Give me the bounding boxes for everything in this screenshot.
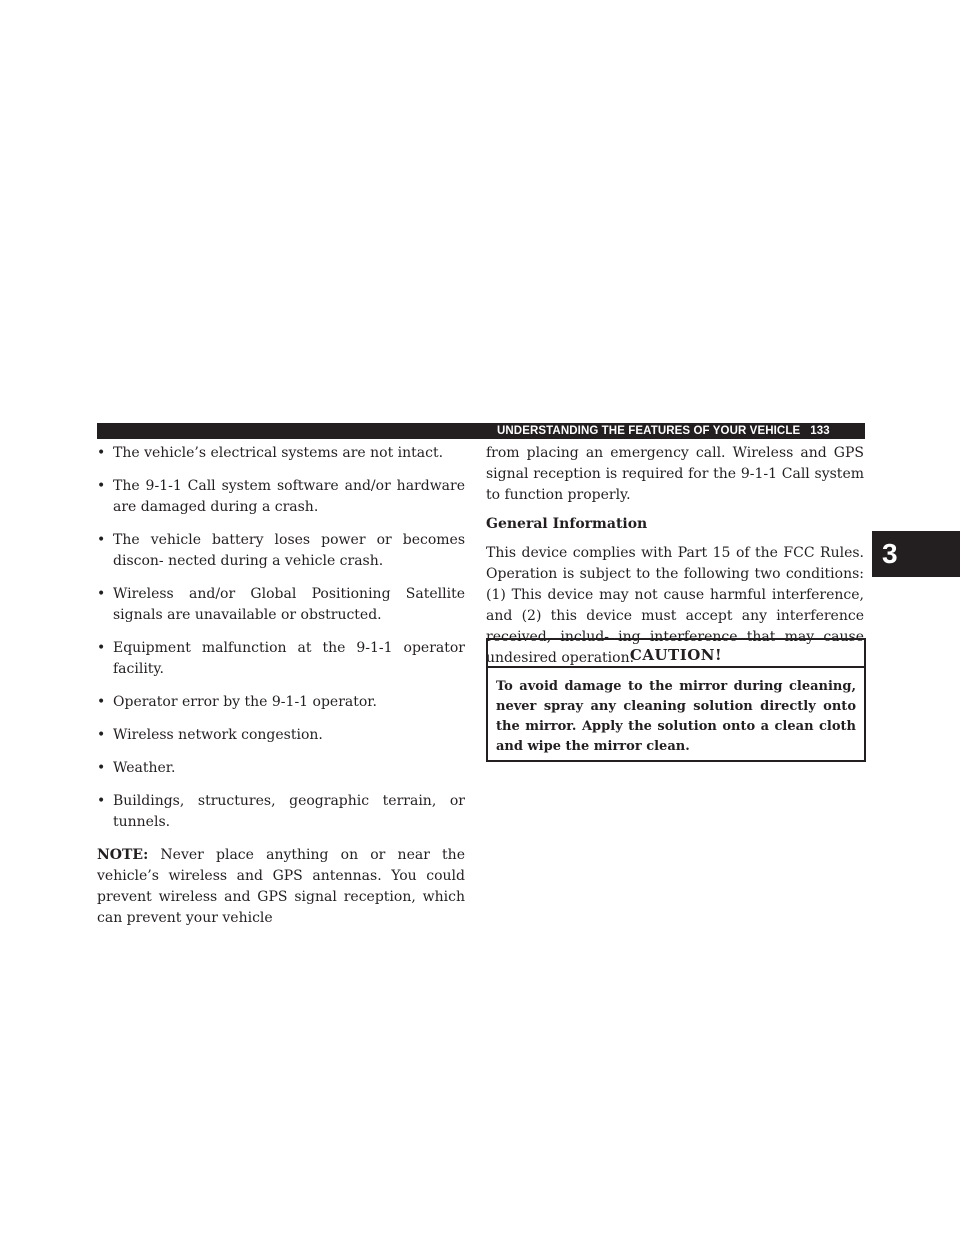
bullet-item: [97, 791, 465, 833]
bullet-text: Wireless network congestion.: [113, 727, 323, 743]
right-column: [486, 443, 864, 669]
continuation-paragraph: from placing an emergency call. Wireless and GPS signal reception is required for the 9-1-1 Call system to function properly.: [486, 445, 864, 503]
bullet-icon: •: [97, 727, 106, 743]
running-header: [497, 423, 865, 439]
section-heading: General Information: [486, 516, 648, 532]
bullet-item: [97, 758, 465, 779]
caution-title: CAUTION!: [488, 640, 864, 668]
note-text: Never place anything on or near the vehicle’s wireless and GPS antennas. You could prevent wireless and GPS signal reception, which can prevent your vehicle: [97, 847, 465, 926]
bullet-item: [97, 638, 465, 680]
bullet-text: Equipment malfunction at the 9-1-1 operator facility.: [113, 640, 465, 677]
bullet-text: The vehicle’s electrical systems are not intact.: [113, 445, 444, 461]
section-title: UNDERSTANDING THE FEATURES OF YOUR VEHICLE: [497, 425, 801, 437]
bullet-text: Buildings, structures, geographic terrain, or tunnels.: [113, 793, 465, 830]
bullet-icon: •: [97, 760, 106, 776]
bullet-item: [97, 725, 465, 746]
caution-box: [486, 638, 866, 762]
note-paragraph: [97, 845, 465, 929]
bullet-icon: •: [97, 586, 106, 602]
bullet-item: [97, 584, 465, 626]
bullet-item: [97, 692, 465, 713]
fcc-paragraph: This device complies with Part 15 of the FCC Rules. Operation is subject to the following two conditions: (1) This device may not cause harmful interference, and (2) this device must accept any interference received, includ- ing interference that may cause undesired operation.: [486, 545, 864, 666]
bullet-icon: •: [97, 694, 106, 710]
caution-text: To avoid damage to the mirror during cleaning, never spray any cleaning solution directly onto the mirror. Apply the solution onto a clean cloth and wipe the mirror clean.: [496, 679, 856, 754]
note-label: NOTE:: [97, 847, 149, 863]
bullet-item: [97, 476, 465, 518]
bullet-item: [97, 530, 465, 572]
bullet-icon: •: [97, 793, 106, 809]
bullet-text: The vehicle battery loses power or becomes discon- nected during a vehicle crash.: [113, 532, 465, 569]
page-number: 133: [810, 425, 830, 437]
chapter-number: 3: [882, 538, 898, 569]
bullet-text: Weather.: [113, 760, 176, 776]
left-column: [97, 443, 465, 929]
bullet-item: [97, 443, 465, 464]
bullet-text: Operator error by the 9-1-1 operator.: [113, 694, 377, 710]
bullet-text: The 9-1-1 Call system software and/or hardware are damaged during a crash.: [113, 478, 465, 515]
bullet-text: Wireless and/or Global Positioning Satellite signals are unavailable or obstructed.: [113, 586, 465, 623]
chapter-tab: [872, 531, 960, 577]
bullet-icon: •: [97, 478, 106, 494]
bullet-icon: •: [97, 445, 106, 461]
bullet-icon: •: [97, 640, 106, 656]
bullet-icon: •: [97, 532, 106, 548]
